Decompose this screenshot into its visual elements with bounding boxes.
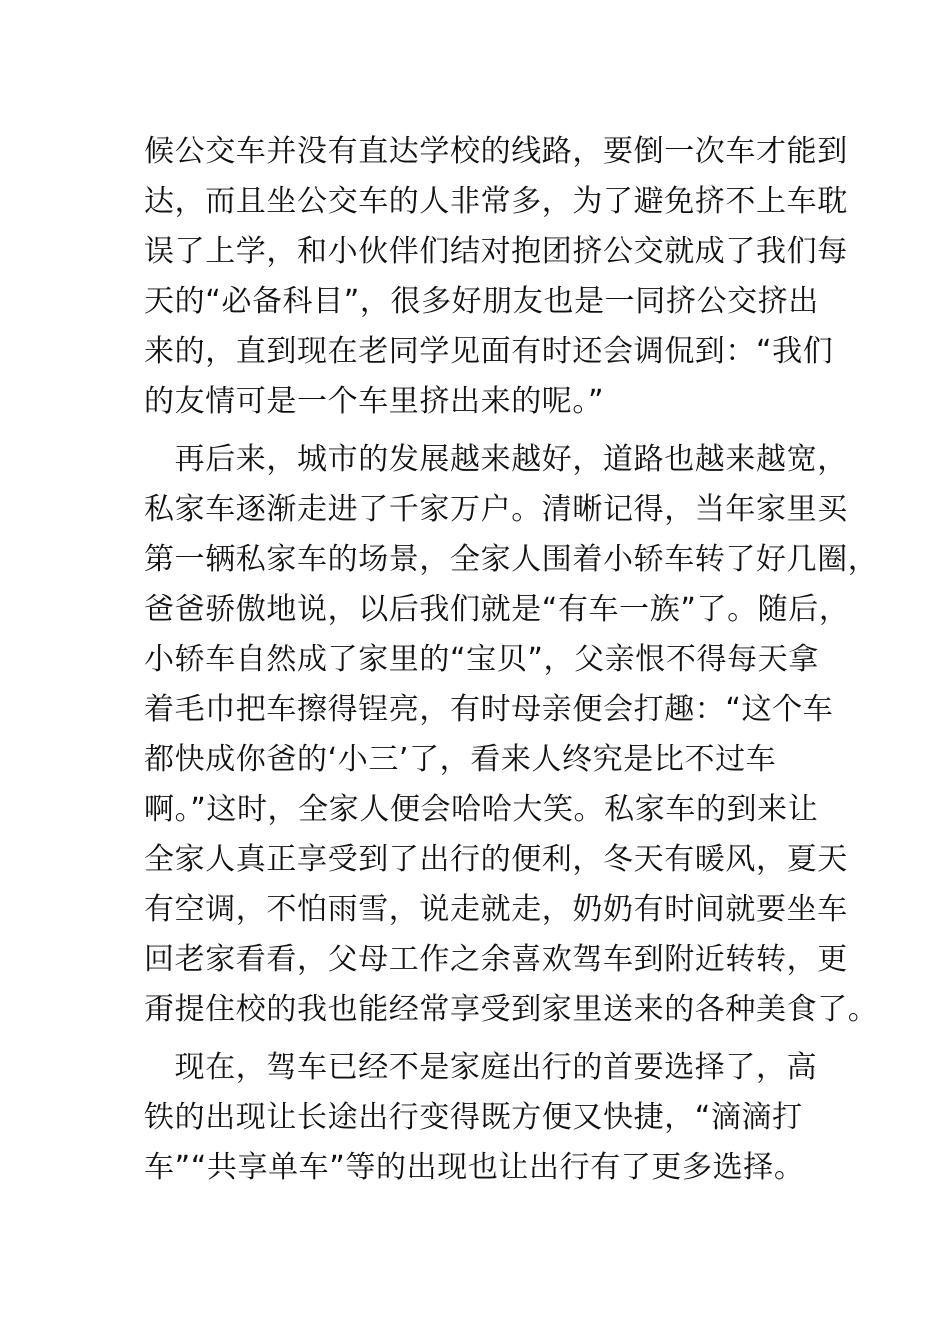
text-line: 第一辆私家车的场景，全家人围着小轿车转了好几圈， xyxy=(144,542,879,577)
text-line: 爸爸骄傲地说，以后我们就是“有车一族”了。随后， xyxy=(144,592,850,627)
text-line: 啊。”这时，全家人便会哈哈大笑。私家车的到来让 xyxy=(144,792,819,827)
text-line: 小轿车自然成了家里的“宝贝”，父亲恨不得每天拿 xyxy=(144,642,819,677)
text-line: 现在，驾车已经不是家庭出行的首要选择了，高 xyxy=(144,1050,818,1085)
text-line: 车”“共享单车”等的出现也让出行有了更多选择。 xyxy=(144,1150,805,1185)
text-line: 的友情可是一个车里挤出来的呢。” xyxy=(144,384,605,419)
paragraph-1 xyxy=(144,127,848,427)
text-line: 来的，直到现在老同学见面有时还会调侃到：“我们 xyxy=(144,334,834,369)
paragraph-2 xyxy=(144,435,879,1035)
text-line: 着毛巾把车擦得锃亮，有时母亲便会打趣：“这个车 xyxy=(144,692,834,727)
text-line: 达，而且坐公交车的人非常多，为了避免挤不上车耽 xyxy=(144,184,848,219)
text-line: 私家车逐渐走进了千家万户。清晰记得，当年家里买 xyxy=(144,492,848,527)
text-line: 误了上学，和小伙伴们结对抱团挤公交就成了我们每 xyxy=(144,234,848,269)
paragraph-spacer xyxy=(144,1035,824,1043)
text-line: 候公交车并没有直达学校的线路，要倒一次车才能到 xyxy=(144,134,848,169)
paragraph-3 xyxy=(144,1043,824,1193)
text-line: 甭提住校的我也能经常享受到家里送来的各种美食了。 xyxy=(144,992,879,1027)
text-line: 都快成你爸的‘小三’了，看来人终究是比不过车 xyxy=(144,742,777,777)
text-line: 有空调，不怕雨雪，说走就走，奶奶有时间就要坐车 xyxy=(144,892,848,927)
text-line: 再后来，城市的发展越来越好，道路也越来越宽， xyxy=(144,442,848,477)
text-line: 铁的出现让长途出行变得既方便又快捷，“滴滴打 xyxy=(144,1100,803,1135)
paragraph-spacer xyxy=(144,427,824,435)
text-line: 全家人真正享受到了出行的便利，冬天有暖风，夏天 xyxy=(144,842,848,877)
text-line: 天的“必备科目”，很多好朋友也是一同挤公交挤出 xyxy=(144,284,819,319)
body-text xyxy=(144,127,879,1193)
text-line: 回老家看看，父母工作之余喜欢驾车到附近转转，更 xyxy=(144,942,848,977)
